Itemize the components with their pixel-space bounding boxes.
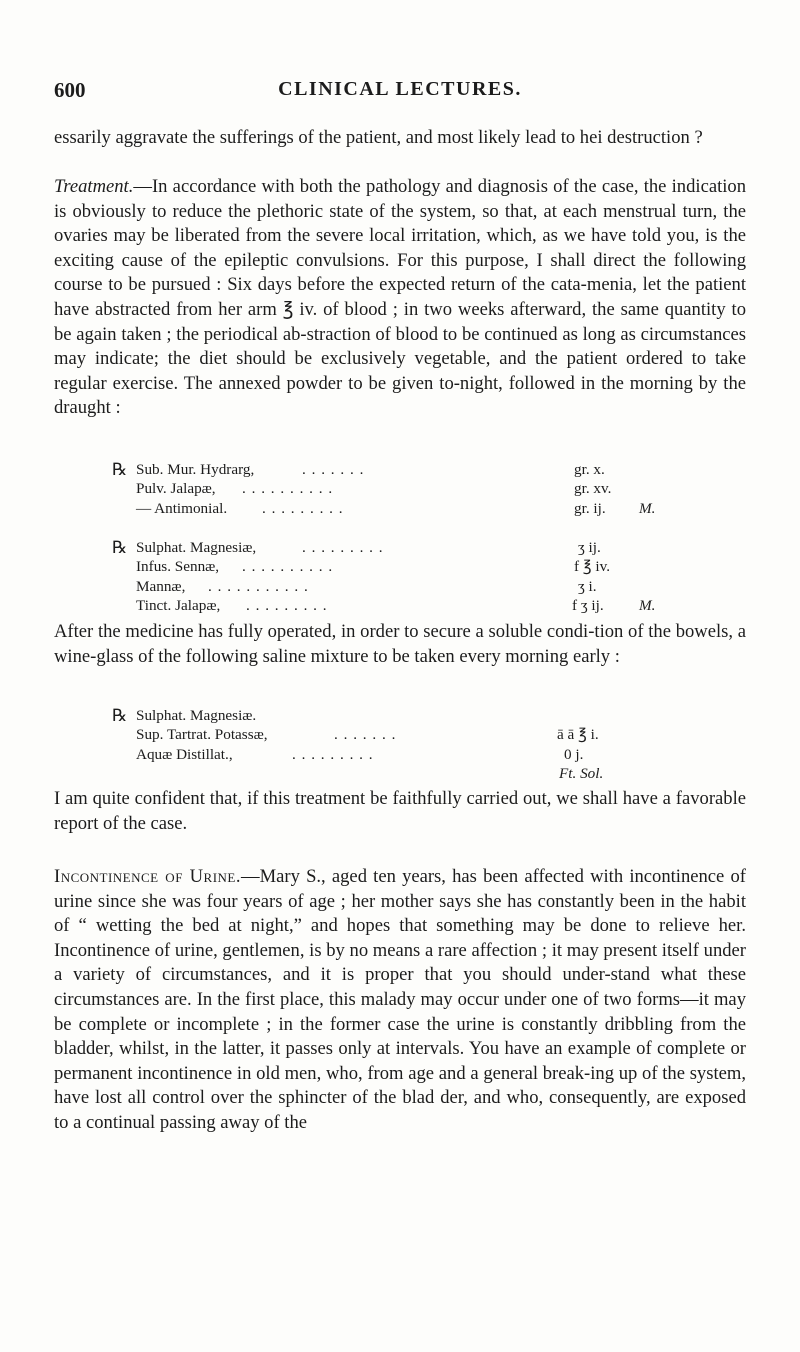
- rx-drug: Sulphat. Magnesiæ,: [136, 539, 257, 556]
- paragraph-incontinence: [54, 865, 746, 1136]
- paragraph-continuation: essarily aggravate the sufferings of the patient, and most likely lead to hei destruction ?: [54, 127, 703, 148]
- recipe-symbol: ℞: [112, 706, 128, 725]
- treatment-heading: Treatment.: [54, 176, 134, 197]
- rx-line: [112, 557, 752, 576]
- rx-leader: . . . . . . . . . . .: [208, 577, 309, 595]
- rx-quantity: ʒ ij.: [578, 539, 601, 556]
- rx-leader: . . . . . . . . .: [246, 597, 328, 615]
- rx-quantity: f ℥ iv.: [574, 558, 611, 576]
- rx-line: [112, 745, 752, 764]
- rx-drug: Sup. Tartrat. Potassæ,: [136, 726, 268, 744]
- rx-drug: Mannæ,: [136, 577, 186, 595]
- rx-line: [112, 596, 752, 615]
- incontinence-heading: Incontinence of Urine.: [54, 866, 242, 887]
- rx-drug: Pulv. Jalapæ,: [136, 480, 216, 498]
- rx-leader: . . . . . . . . .: [302, 539, 384, 556]
- rx-quantity: ʒ i.: [578, 577, 597, 595]
- prescription-draught: [112, 538, 752, 616]
- rx-line: [112, 460, 752, 479]
- recipe-symbol: ℞: [112, 460, 128, 479]
- rx-drug: — Antimonial.: [136, 499, 228, 517]
- rx-line: [112, 706, 752, 725]
- rx-note: M.: [639, 597, 656, 615]
- rx-leader: . . . . . . .: [334, 726, 397, 744]
- rx-drug: Tinct. Jalapæ,: [136, 597, 221, 615]
- rx-drug: Aquæ Distillat.,: [136, 745, 233, 763]
- page-number: 600: [54, 78, 86, 102]
- rx-drug: Sub. Mur. Hydrarg,: [136, 461, 255, 478]
- rx-line: [112, 479, 752, 498]
- paragraph-confident: I am quite confident that, if this treatment be faithfully carried out, we shall have a favorable report of the case.: [54, 788, 746, 834]
- rx-drug: Infus. Sennæ,: [136, 558, 220, 576]
- page-header: [54, 78, 746, 108]
- prescription-powder: [112, 460, 752, 518]
- treatment-text: —In accordance with both the pathology and diagnosis of the case, the indication is obviously to reduce the plethoric state of the system, so that, at each menstrual turn, the ovaries may be liberated from the severe local irritation, which, as we have told you, is the exciting cause of the epileptic convulsions. For this purpose, I shall direct the following course to be pursued : Six days before the expected return of the cata-menia, let the patient have abstracted from her arm ℥ iv. of blood ; in two weeks afterward, the same quantity to be again taken ; the periodical ab-straction of blood to be continued as long as circumstances may indicate; the diet should be exclusively vegetable, and the patient ordered to take regular exercise. The annexed powder to be given to-night, followed in the morning by the draught :: [54, 176, 746, 419]
- rx-quantity: ā ā ℥ i.: [557, 726, 599, 744]
- rx-leader: . . . . . . . . . .: [242, 480, 334, 498]
- rx-quantity: f ʒ ij.: [572, 597, 604, 615]
- paragraph-after-medicine: After the medicine has fully operated, in order to secure a soluble condi-tion of the bowels, a wine-glass of the following saline mixture to be taken every morning early :: [54, 621, 746, 667]
- rx-leader: . . . . . . .: [302, 461, 365, 478]
- rx-quantity: gr. x.: [574, 461, 605, 478]
- rx-line: [112, 725, 752, 744]
- paragraph-treatment: [54, 175, 746, 421]
- rx-line: [112, 538, 752, 557]
- prescription-saline: [112, 706, 752, 784]
- rx-quantity: 0 j.: [564, 745, 584, 763]
- recipe-symbol: ℞: [112, 538, 128, 557]
- rx-quantity: gr. ij.: [574, 499, 606, 517]
- rx-drug: Sulphat. Magnesiæ.: [136, 707, 257, 724]
- rx-line: [112, 577, 752, 596]
- incontinence-text: —Mary S., aged ten years, has been affected with incontinence of urine since she was four years of age ; her mother says she has constantly been in the habit of “ wetting the bed at night,” and hopes that something may be done to relieve her. Incontinence of urine, gentlemen, is by no means a rare affection ; it may present itself under a variety of circumstances, and it is proper that you should under-stand what these circumstances are. In the first place, this malady may occur under one of two forms—it may be complete or incomplete ; in the former case the urine is constantly dribbling from the bladder, whilst, in the latter, it passes only at intervals. You have an example of complete or permanent incontinence in old men, who, from age and a general break-ing up of the system, have lost all control over the sphincter of the blad der, and who, consequently, are exposed to a continual passing away of the: [54, 866, 746, 1133]
- rx-leader: . . . . . . . . .: [262, 499, 344, 517]
- rx-note: Ft. Sol.: [559, 765, 604, 783]
- rx-note: M.: [639, 499, 656, 517]
- running-head: CLINICAL LECTURES.: [278, 78, 522, 100]
- rx-leader: . . . . . . . . . .: [242, 558, 334, 576]
- rx-leader: . . . . . . . . .: [292, 745, 374, 763]
- rx-line: [112, 764, 752, 783]
- rx-quantity: gr. xv.: [574, 480, 612, 498]
- rx-line: [112, 499, 752, 518]
